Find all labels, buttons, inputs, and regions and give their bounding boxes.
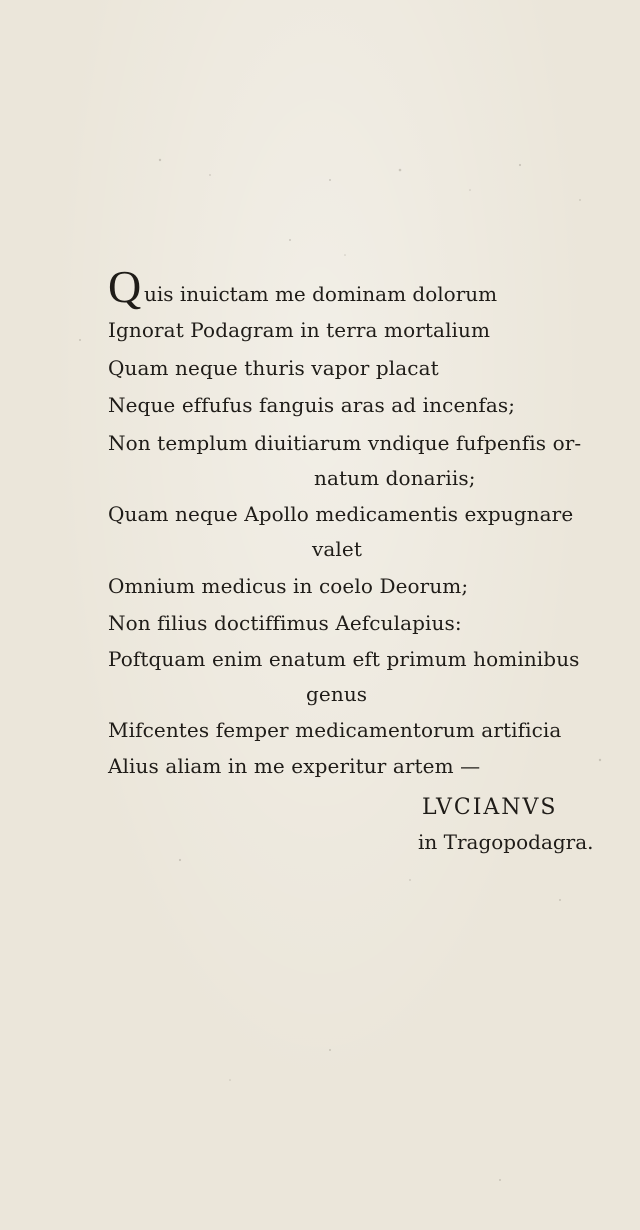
poem-line-continuation: valet <box>312 537 362 561</box>
poem-line-continuation: genus <box>306 682 368 706</box>
poem-line-continuation: natum donariis; <box>314 466 476 490</box>
poem-line: Mifcentes femper medicamentorum artificia <box>108 718 562 742</box>
attribution-work: in Tragopodagra. <box>418 830 594 854</box>
drop-capital: Q <box>108 261 142 312</box>
poem-line: Poftquam enim enatum eft primum hominibus <box>108 647 580 671</box>
poem-line: Ignorat Podagram in terra mortalium <box>108 318 491 342</box>
poem-line: Non filius doctiffimus Aefculapius: <box>108 611 462 635</box>
poem-line: Neque effufus fanguis aras ad incenfas; <box>108 393 516 417</box>
poem-line: Alius aliam in me experitur artem — <box>108 754 481 778</box>
poem-line-1: uis inuictam me dominam dolorum <box>144 282 498 306</box>
attribution-author: LVCIANVS <box>422 795 558 820</box>
poem-line: Omnium medicus in coelo Deorum; <box>108 574 469 598</box>
poem-line: Quam neque Apollo medicamentis expugnare <box>108 502 574 526</box>
poem-line: Quam neque thuris vapor placat <box>108 356 439 380</box>
poem-line: Non templum diuitiarum vndique fufpenfis or- <box>108 431 582 455</box>
